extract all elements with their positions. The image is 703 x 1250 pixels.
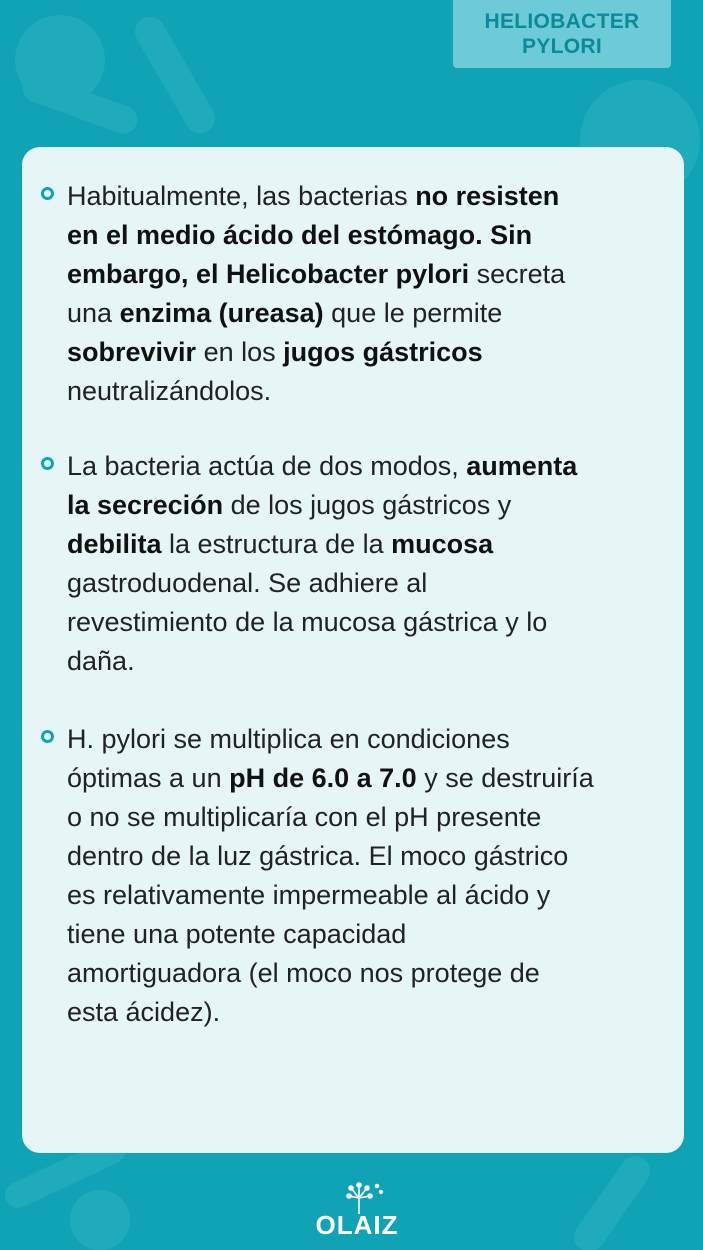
badge-title-line2: PYLORI (522, 35, 602, 58)
text-segment: H. pylori se multiplica en condiciones (67, 724, 510, 754)
text-segment: dentro de la luz gástrica. El moco gástrico (67, 841, 569, 871)
bold-text: pH de 6.0 a 7.0 (229, 763, 417, 793)
text-segment: secreta (469, 259, 566, 289)
text-line (67, 333, 683, 372)
dandelion-icon (307, 1180, 407, 1214)
bold-text: no resisten (415, 181, 560, 211)
text-line (67, 915, 683, 954)
text-line (67, 177, 683, 216)
text-segment: Habitualmente, las bacterias (67, 181, 416, 211)
text-segment: y se destruiría (416, 763, 594, 793)
text-segment: tiene una potente capacidad (67, 919, 407, 949)
bullet-icon (41, 730, 54, 743)
text-segment: la estructura de la (161, 529, 392, 559)
logo-text: OLAIZ (315, 1210, 399, 1240)
bold-text: enzima (ureasa) (119, 298, 324, 328)
text-line (67, 798, 683, 837)
text-line (67, 603, 683, 642)
text-segment: esta ácidez). (67, 997, 221, 1027)
text-segment: daña. (67, 646, 135, 676)
text-line (67, 216, 683, 255)
topic-badge (453, 0, 671, 68)
text-segment: amortiguadora (el moco nos protege de (67, 958, 540, 988)
bold-text: aumenta (466, 451, 578, 481)
bold-text: en el medio ácido del estómago. Sin (67, 220, 533, 250)
text-line (67, 642, 683, 681)
paragraph-text (67, 720, 683, 1032)
text-line (67, 372, 683, 411)
text-line (67, 876, 683, 915)
bullet-icon (41, 457, 54, 470)
paragraph-text (67, 447, 683, 681)
text-segment: de los jugos gástricos y (223, 490, 512, 520)
text-line (67, 294, 683, 333)
text-line (67, 564, 683, 603)
text-line (67, 837, 683, 876)
text-segment: La bacteria actúa de dos modos, (67, 451, 467, 481)
text-segment: neutralizándolos. (67, 376, 272, 406)
paragraph-text (67, 177, 683, 411)
bold-text: la secreción (67, 490, 224, 520)
text-line (67, 954, 683, 993)
text-segment: que le permite (323, 298, 503, 328)
text-segment: óptimas a un (67, 763, 230, 793)
text-segment: revestimiento de la mucosa gástrica y lo (67, 607, 548, 637)
text-line (67, 759, 683, 798)
text-line (67, 255, 683, 294)
bold-text: mucosa (391, 529, 494, 559)
text-line (67, 486, 683, 525)
bullet-icon (41, 187, 54, 200)
bold-text: jugos gástricos (283, 337, 483, 367)
olaiz-logo (307, 1180, 407, 1240)
text-segment: o no se multiplicaría con el pH presente (67, 802, 542, 832)
text-line (67, 525, 683, 564)
bold-text: embargo, el Helicobacter pylori (67, 259, 470, 289)
badge-title-line1: HELIOBACTER (484, 10, 640, 33)
bold-text: debilita (67, 529, 162, 559)
text-line (67, 993, 683, 1032)
text-segment: es relativamente impermeable al ácido y (67, 880, 551, 910)
text-segment: una (67, 298, 120, 328)
content-card (22, 147, 684, 1153)
text-line (67, 447, 683, 486)
bold-text: sobrevivir (67, 337, 197, 367)
text-line (67, 720, 683, 759)
text-segment: en los (196, 337, 284, 367)
text-segment: gastroduodenal. Se adhiere al (67, 568, 428, 598)
